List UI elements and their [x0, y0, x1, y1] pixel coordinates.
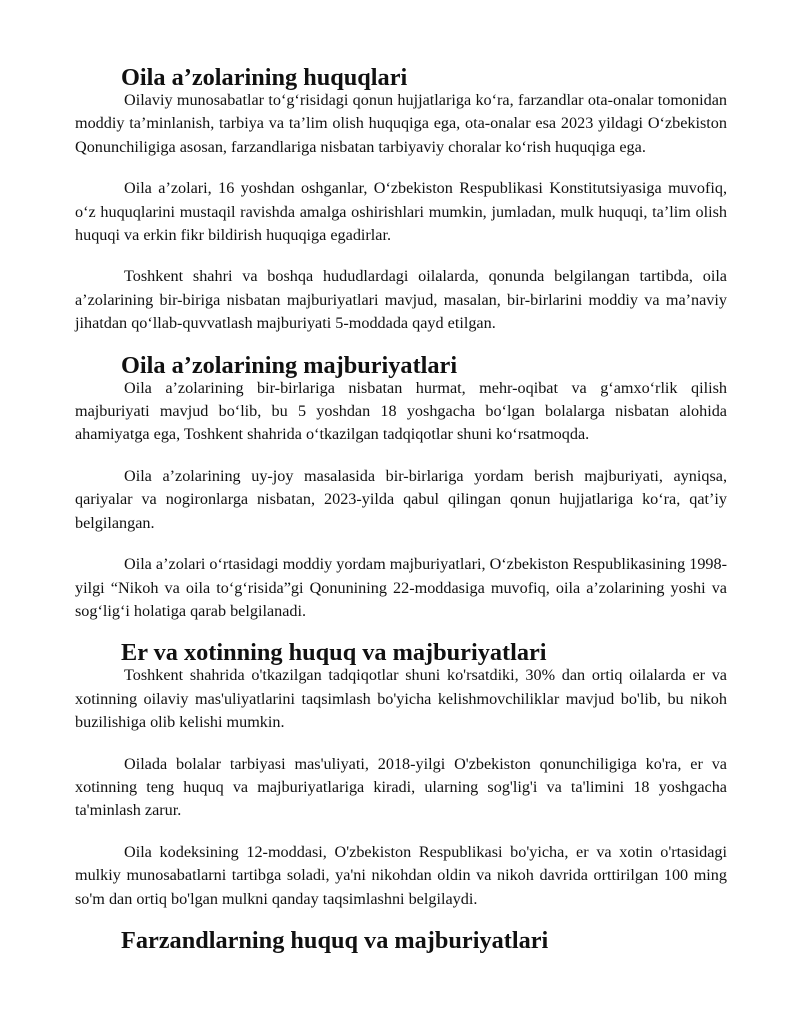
- section-heading-spouse-rights: Er va xotinning huquq va majburiyatlari: [121, 639, 547, 667]
- paragraph: Oila a’zolari, 16 yoshdan oshganlar, O‘zbekiston Respublikasi Konstitutsiyasiga muvofiq, o‘z huquqlarini mustaqil ravishda amalga oshirishlari mumkin, jumladan, mulk huquqi, ta’lim olish huquqi va erkin fikr bildirish huquqiga egadirlar.: [75, 179, 727, 245]
- paragraph: Toshkent shahri va boshqa hududlardagi oilalarda, qonunda belgilangan tartibda, oila a’zolarining bir-biriga nisbatan majburiyatlari mavjud, masalan, bir-birlarini moddiy va ma’naviy jihatdan qo‘llab-quvvatlash majburiyati 5-moddada qayd etilgan.: [75, 267, 727, 333]
- paragraph: Oila a’zolarining bir-birlariga nisbatan hurmat, mehr-oqibat va g‘amxo‘rlik qilish majburiyati mavjud bo‘lib, bu 5 yoshdan 18 yoshgacha bo‘lgan bolalarga nisbatan alohida ahamiyatga ega, Toshkent shahrida o‘tkazilgan tadqiqotlar shuni ko‘rsatmoqda.: [75, 378, 727, 444]
- section-heading-children-rights: Farzandlarning huquq va majburiyatlari: [121, 926, 549, 954]
- paragraph: Toshkent shahrida o'tkazilgan tadqiqotlar shuni ko'rsatdiki, 30% dan ortiq oilalarda er va xotinning oilaviy mas'uliyatlarini taqsimlash bo'yicha kelishmovchiliklar mavjud bo'lib, bu nikoh buzilishiga olib kelishi mumkin.: [75, 666, 727, 732]
- paragraph: Oilada bolalar tarbiyasi mas'uliyati, 2018-yilgi O'zbekiston qonunchiligiga ko'ra, er va xotinning teng huquq va majburiyatlariga kiradi, ularning sog'lig'i va ta'limini 18 yoshgacha ta'minlash zarur.: [75, 754, 727, 820]
- paragraph: Oila a’zolarining uy-joy masalasida bir-birlariga yordam berish majburiyati, ayniqsa, qariyalar va nogironlarga nisbatan, 2023-yilda qabul qilingan qonun hujjatlariga ko‘ra, qat’iy belgilangan.: [75, 466, 727, 532]
- paragraph: Oilaviy munosabatlar to‘g‘risidagi qonun hujjatlariga ko‘ra, farzandlar ota-onalar tomonidan moddiy ta’minlanish, tarbiya va ta’lim olish huquqiga ega, ota-onalar esa 2023 yildagi O‘zbekiston Qonunchiligiga asosan, farzandlariga nisbatan tarbiyaviy choralar ko‘rish huquqiga ega.: [75, 91, 727, 156]
- document-page: [75, 66, 727, 952]
- section-heading-family-duties: Oila a’zolarining majburiyatlari: [121, 351, 458, 379]
- paragraph: Oila a’zolari o‘rtasidagi moddiy yordam majburiyatlari, O‘zbekiston Respublikasining 1998-yilgi “Nikoh va oila to‘g‘risida”gi Qonunining 22-moddasiga muvofiq, oila a’zolarining yoshi va sog‘lig‘i holatiga qarab belgilanadi.: [75, 555, 727, 620]
- paragraph: Oila kodeksining 12-moddasi, O'zbekiston Respublikasi bo'yicha, er va xotin o'rtasidagi mulkiy munosabatlarni tartibga soladi, ya'ni nikohdan oldin va nikoh davrida orttirilgan 100 ming so'm dan ortiq bo'lgan mulkni qanday taqsimlashni belgilaydi.: [75, 842, 727, 908]
- section-heading-family-rights: Oila a’zolarining huquqlari: [121, 64, 408, 91]
